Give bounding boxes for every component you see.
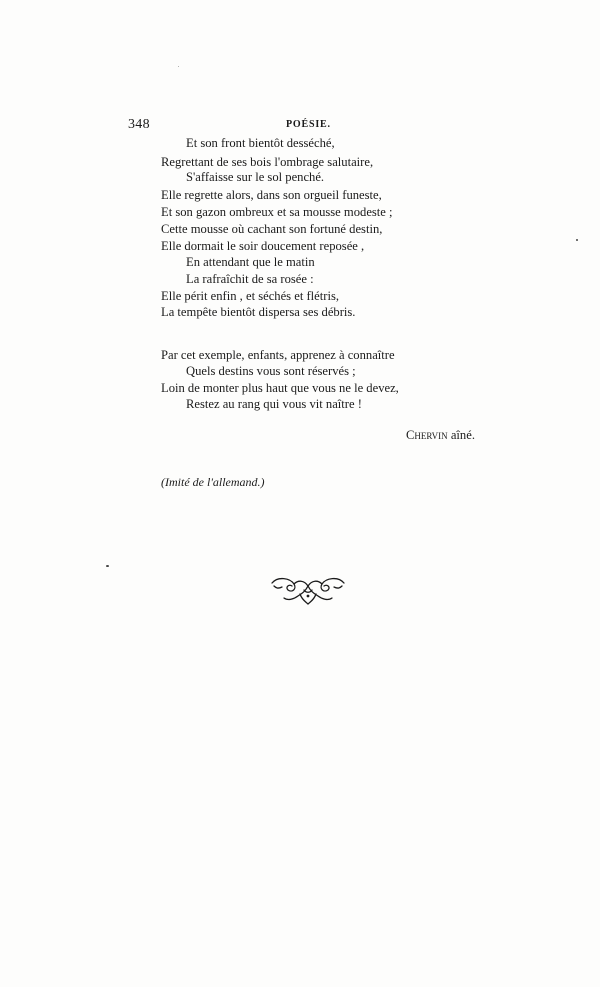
- verse-line: Et son gazon ombreux et sa mousse modeste ;: [161, 205, 393, 219]
- author-name: Chervin: [406, 428, 448, 442]
- source-note: (Imité de l'allemand.): [161, 475, 265, 489]
- verse-line: La tempête bientôt dispersa ses débris.: [161, 305, 356, 319]
- verse-line: Elle périt enfin , et séchés et flétris,: [161, 289, 339, 303]
- verse-line: Restez au rang qui vous vit naître !: [186, 397, 362, 411]
- verse-line: Cette mousse où cachant son fortuné destin,: [161, 222, 383, 236]
- fleuron-ornament-icon: [268, 574, 348, 608]
- verse-line: Et son front bientôt desséché,: [186, 136, 335, 150]
- verse-line: Loin de monter plus haut que vous ne le devez,: [161, 381, 399, 395]
- verse-line: Elle regrette alors, dans son orgueil funeste,: [161, 188, 382, 202]
- verse-line: La rafraîchit de sa rosée :: [186, 272, 314, 286]
- verse-line: Quels destins vous sont réservés ;: [186, 364, 356, 378]
- page-number: 348: [128, 117, 150, 132]
- paper-speck: [576, 239, 578, 241]
- verse-line: Par cet exemple, enfants, apprenez à connaître: [161, 348, 395, 362]
- verse-line: En attendant que le matin: [186, 255, 315, 269]
- paper-speck: [106, 565, 109, 567]
- verse-line: S'affaisse sur le sol penché.: [186, 170, 325, 184]
- author-suffix: aîné.: [450, 428, 475, 442]
- running-head: POÉSIE.: [286, 119, 331, 130]
- paper-speck: [178, 66, 179, 67]
- verse-line: Regrettant de ses bois l'ombrage salutaire,: [161, 155, 374, 169]
- verse-line: Elle dormait le soir doucement reposée ,: [161, 239, 365, 253]
- author-signature: [406, 428, 475, 443]
